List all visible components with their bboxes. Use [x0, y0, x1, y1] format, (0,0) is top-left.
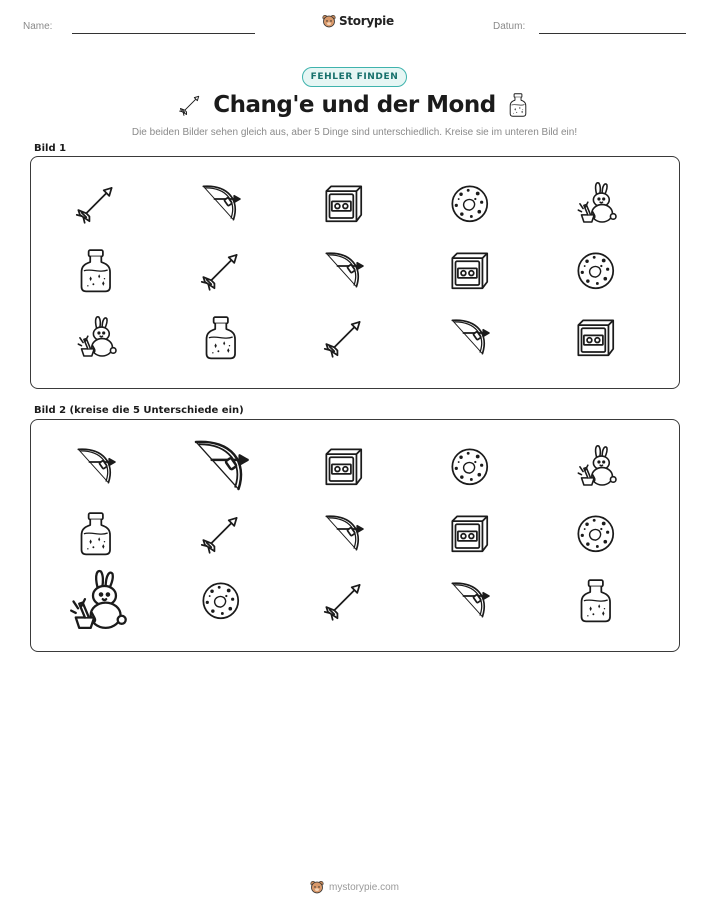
moon-icon [197, 577, 245, 625]
brand-name: Storypie [339, 14, 394, 28]
arrow-icon [320, 577, 368, 625]
rabbit-icon [572, 443, 620, 491]
chest-icon [320, 180, 368, 228]
arrow-icon [72, 180, 120, 228]
rabbit-icon [62, 567, 131, 636]
bow-icon [72, 443, 120, 491]
bear-mascot-icon [310, 880, 324, 894]
picture2-label: Bild 2 (kreise die 5 Unterschiede ein) [34, 405, 244, 416]
arrow-icon [197, 510, 245, 558]
instructions: Die beiden Bilder sehen gleich aus, aber 5 Dinge sind unterschiedlich. Kreise sie im unteren Bild ein! [131, 127, 578, 138]
picture-cell[interactable] [315, 572, 373, 630]
moon-icon [572, 247, 620, 295]
picture-cell[interactable] [67, 438, 125, 496]
chest-icon [446, 247, 494, 295]
potion-icon [572, 577, 620, 625]
picture1-panel [30, 156, 680, 389]
picture-cell[interactable] [441, 505, 499, 563]
picture-cell [67, 175, 125, 233]
name-label: Name: [23, 21, 53, 32]
date-field[interactable] [539, 33, 686, 34]
chest-icon [446, 510, 494, 558]
picture-cell[interactable] [441, 438, 499, 496]
arrow-icon [197, 247, 245, 295]
bow-icon [197, 180, 245, 228]
name-field[interactable] [72, 33, 255, 34]
footer [0, 880, 709, 894]
bow-icon [320, 510, 368, 558]
bow-icon [446, 314, 494, 362]
bear-mascot-icon [322, 14, 336, 28]
picture-cell [192, 242, 250, 300]
picture-cell[interactable] [315, 505, 373, 563]
picture-cell[interactable] [54, 559, 138, 643]
moon-icon [572, 510, 620, 558]
arrow-icon [320, 314, 368, 362]
picture-cell [441, 309, 499, 367]
picture-cell [315, 242, 373, 300]
picture-cell [315, 309, 373, 367]
potion-icon [505, 90, 531, 120]
picture-cell [67, 242, 125, 300]
picture-cell [67, 309, 125, 367]
picture-cell[interactable] [67, 505, 125, 563]
moon-icon [446, 443, 494, 491]
potion-icon [72, 247, 120, 295]
page-title: Chang'e und der Mond [213, 92, 496, 118]
picture-cell [567, 175, 625, 233]
picture2-panel[interactable] [30, 419, 680, 652]
picture-cell[interactable] [567, 438, 625, 496]
rabbit-icon [72, 314, 120, 362]
moon-icon [446, 180, 494, 228]
picture-cell [192, 175, 250, 233]
picture-cell[interactable] [567, 572, 625, 630]
picture-cell [315, 175, 373, 233]
picture1-label: Bild 1 [34, 143, 67, 154]
potion-icon [197, 314, 245, 362]
picture-cell [192, 309, 250, 367]
picture-cell [567, 309, 625, 367]
bow-icon [320, 247, 368, 295]
picture-cell[interactable] [441, 572, 499, 630]
picture-cell[interactable] [192, 505, 250, 563]
chest-icon [572, 314, 620, 362]
picture-cell [441, 175, 499, 233]
storypie-logo [322, 14, 394, 28]
picture-cell[interactable] [180, 426, 262, 508]
bow-icon [446, 577, 494, 625]
picture-cell[interactable] [192, 572, 250, 630]
picture-cell [441, 242, 499, 300]
chest-icon [320, 443, 368, 491]
picture-cell[interactable] [567, 505, 625, 563]
potion-icon [72, 510, 120, 558]
footer-url: mystorypie.com [328, 881, 399, 893]
date-label: Datum: [493, 21, 526, 32]
picture-cell[interactable] [315, 438, 373, 496]
worksheet-type-badge: FEHLER FINDEN [302, 67, 407, 87]
bow-icon [187, 433, 254, 500]
rabbit-icon [572, 180, 620, 228]
picture-cell [567, 242, 625, 300]
